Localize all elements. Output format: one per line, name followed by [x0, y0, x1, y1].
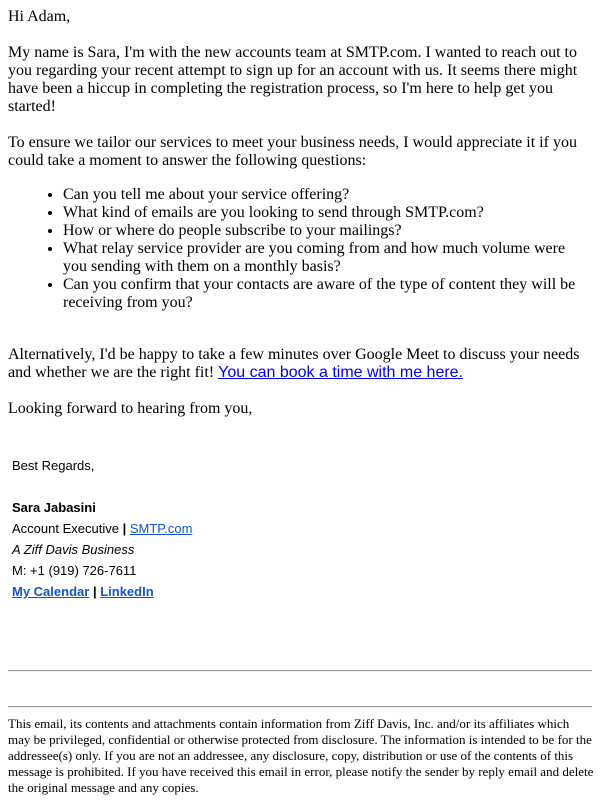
signature-phone: M: +1 (919) 726-7611: [12, 563, 137, 578]
divider: [8, 706, 592, 708]
meeting-paragraph: [8, 346, 592, 382]
list-item: • How or where do people subscribe to your mailings?: [63, 222, 592, 240]
calendar-link[interactable]: My Calendar: [12, 584, 90, 599]
legal-disclaimer: This email, its contents and attachments contain information from Ziff Davis, Inc. and/or its affiliates which may be privileged, confidential or otherwise protected from disclosure. The information is intended to be for the addressee(s) only. If you are not an addressee, any disclosure, copy, distribution or use of the contents of this message is prohibited. If you have received this email in error, please notify the sender by reply email and delete the original message and any copies.: [8, 716, 594, 795]
intro-paragraph: My name is Sara, I'm with the new accounts team at SMTP.com. I wanted to reach out to you regarding your recent attempt to sign up for an account with us. It seems there might have been a hiccup in completing the registration process, so I'm here to help get you started!: [8, 44, 578, 115]
company-link[interactable]: SMTP.com: [129, 521, 193, 536]
greeting: Hi Adam,: [8, 8, 71, 25]
separator: |: [92, 584, 97, 599]
book-time-link[interactable]: You can book a time with me here.: [218, 364, 464, 381]
list-item: • What relay service provider are you coming from and how much volume were you sending with them on a monthly basis?: [63, 240, 592, 276]
closing-line: Looking forward to hearing from you,: [8, 400, 253, 417]
signature-name: Sara Jabasini: [12, 500, 96, 515]
email-body: [8, 8, 592, 602]
list-item: • Can you tell me about your service offering?: [63, 186, 592, 204]
signature-title: Account Executive: [12, 521, 119, 536]
divider: [8, 670, 592, 672]
meeting-text: Alternatively, I'd be happy to take a few minutes over Google Meet to discuss your needs and whether we are the right fit!: [8, 346, 580, 381]
questions-list: [8, 186, 592, 312]
list-item: • Can you confirm that your contacts are aware of the type of content they will be receiving from you?: [63, 276, 592, 312]
signature-links: [12, 581, 592, 602]
signature-regards: Best Regards,: [12, 458, 95, 473]
signature-block: [8, 455, 592, 602]
separator: |: [122, 521, 127, 536]
parent-company: A Ziff Davis Business: [12, 542, 135, 557]
questions-intro-paragraph: To ensure we tailor our services to meet your business needs, I would appreciate it if you could take a moment to answer the following questions:: [8, 134, 577, 169]
list-item: • What kind of emails are you looking to send through SMTP.com?: [63, 204, 592, 222]
signature-title-line: [12, 518, 592, 539]
linkedin-link[interactable]: LinkedIn: [100, 584, 154, 599]
